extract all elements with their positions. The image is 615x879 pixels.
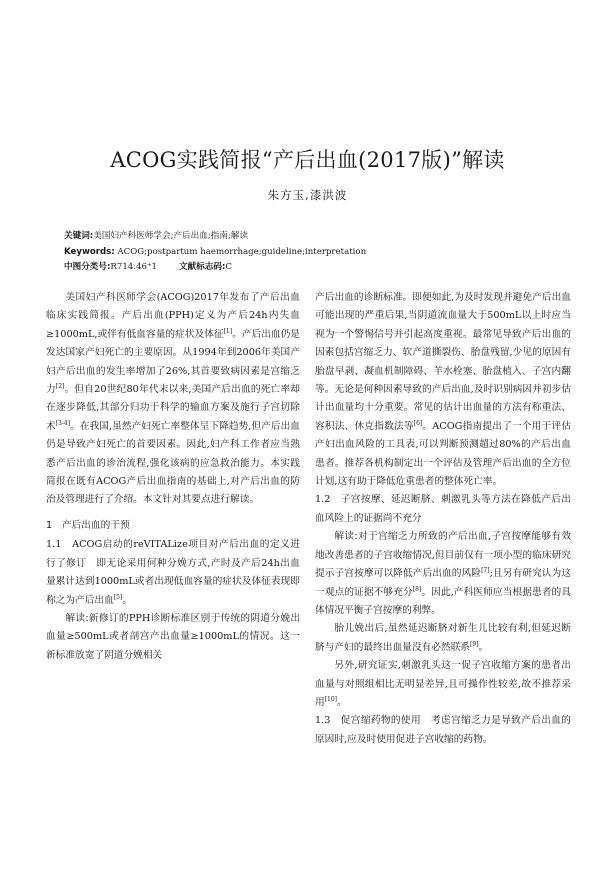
explain-text-2b: ;且另有研究认为这一观点的证据不够充分 — [315, 568, 571, 598]
explain-paragraph-1 — [46, 610, 300, 665]
nipple-text-end: 。 — [337, 696, 347, 708]
explain-label: 解读: — [334, 531, 358, 543]
continued-paragraph — [315, 289, 571, 491]
citation-9: [9] — [470, 640, 479, 648]
keywords-cn-row — [64, 229, 564, 245]
clc-label: 中图分类号: — [64, 262, 111, 272]
intro-text-1: 美国妇产科医师学会(ACOG)2017年发布了产后出血临床实践简报。产后出血(PPH)定义为产后24h内失血≥1000mL,或伴有低血容量的症状及体征 — [46, 292, 300, 340]
nipple-paragraph — [315, 657, 571, 712]
citation-7: [7] — [481, 567, 490, 575]
keywords-cn-label: 关键词: — [64, 231, 94, 241]
right-column — [315, 289, 571, 749]
explain-text-2a: 对于宫缩乏力所致的产后出血,子宫按摩能够有效地改善患者的子宫收缩情况,但目前仅有一项小型的临床研究提示子宫按摩可以降低产后出血的风险 — [315, 531, 572, 580]
citation-10: [10] — [324, 695, 338, 703]
keywords-en-label: Keywords: — [64, 246, 115, 257]
continued-text: 产后出血的诊断标准。即便如此,为及时发现并避免产后出血可能出现的严重后果,当阴道流血量大于500mL以上时应当视为一个警惕信号并引起高度重视。最常见导致产后出血的因素包括宫缩乏力、软产道撕裂伤、胎盘残留,少见的原因有胎盘早剥、凝血机制障碍、羊水栓塞、胎盘植入、子宫内翻等。无论是何种因素导致的产后出血,及时识别病因并初步估计出血量均十分重要。常见的估计出血量的方法有称重法、容积法、休克指数法等 — [315, 292, 571, 432]
citation-1: [1] — [223, 327, 233, 335]
classification-row — [64, 260, 564, 276]
clc-value: R714.46⁺1 — [110, 262, 157, 272]
article-meta — [64, 229, 564, 276]
nipple-text: 另外,研究证实,刺激乳头这一促子宫收缩方案的患者出血量与对照组相比无明显差异,且可操作性较差,故不推荐采用 — [315, 660, 571, 708]
subsection-1-1 — [46, 536, 300, 610]
left-column — [46, 289, 300, 665]
doc-code-value: C — [225, 262, 232, 272]
citation-5: [5] — [113, 593, 123, 601]
citation-2: [2] — [55, 383, 65, 391]
subsection-1-3: 1.3 促宫缩药物的使用 考虑宫缩乏力是导致产后出血的原因时,应及时使用促进子宫收缩的药物。 — [315, 715, 571, 745]
citation-8: [8] — [412, 585, 422, 593]
intro-text-2: 。产后出血仍是发达国家产妇死亡的主要原因。从1994年到2006年美国产妇产后出血的发生率增加了26%,其首要致病因素是宫缩乏力 — [46, 328, 300, 396]
intro-paragraph — [46, 289, 300, 510]
explain-text-1: 新修订的PPH诊断标准区别于传统的阴道分娩出血量≥500mL或者剖宫产出血量≥1000mL的情况。这一新标准放宽了阴道分娩相关 — [46, 612, 301, 661]
citation-6: [6] — [413, 419, 423, 427]
page-title: ACOG实践简报“产后出血(2017版)”解读 — [110, 148, 505, 172]
cord-text: 胎儿娩出后,虽然延迟断脐对新生儿比较有利,但延迟断脐与产妇的最终出血量没有必然联系 — [315, 623, 571, 653]
explain-text-2c: 。因此,产科医师应当根据患者的具体情况平衡子宫按摩的利弊。 — [315, 586, 571, 616]
section-heading-1: 1 产后出血的干预 — [46, 519, 130, 531]
explain-label: 解读: — [65, 612, 89, 624]
keywords-en: ACOG;postpartum haemorrhage;guideline;interpretation — [117, 246, 367, 257]
continued-text-end: 。ACOG指南提出了一个用于评估产妇出血风险的工具表,可以判断预测超过80%的产后出血患者。推荐各机构制定出一个评估及管理产后出血的全方位计划,这有助于降低危重患者的整体死亡率。 — [315, 420, 572, 488]
subsection-1-1-text: 1.1 ACOG启动的reVITALize项目对产后出血的定义进行了修订 即无论采用何种分娩方式,产时及产后24h出血量累计达到1000mL或者出现低血容量的症状及体征表现即称之为产后出血 — [46, 539, 300, 606]
intro-text-3: 。但自20世纪80年代末以来,美国产后出血的死亡率却在逐步降低,其部分归功于科学的输血方案及施行子宫切除术 — [46, 384, 300, 432]
cord-text-end: 。 — [478, 641, 489, 653]
explain-paragraph-2 — [315, 528, 571, 620]
keywords-en-row — [64, 245, 564, 261]
keywords-cn: 美国妇产科医师学会;产后出血;指南;解读 — [93, 231, 248, 241]
citation-3: [3-4] — [55, 419, 71, 427]
authors: 朱方玉,漆洪波 — [267, 188, 348, 202]
intro-text-4: 。在我国,虽然产妇死亡率整体呈下降趋势,但产后出血仍是导致产妇死亡的首要因素。因此,妇产科工作者应当熟悉产后出血的诊治流程,强化该病的应急救治能力。本实践简报在既有ACOG产后出血指南的基础上,对产后出血的防治及管理进行了介绍。本文针对其要点进行解读。 — [46, 420, 300, 506]
doc-code-label: 文献标志码: — [178, 262, 226, 272]
subsection-1-2: 1.2 子宫按摩、延迟断脐、刺激乳头等方法在降低产后出血风险上的证据尚不充分 — [315, 494, 571, 524]
cord-paragraph — [315, 620, 571, 657]
subsection-1-1-end: 。 — [122, 594, 132, 606]
